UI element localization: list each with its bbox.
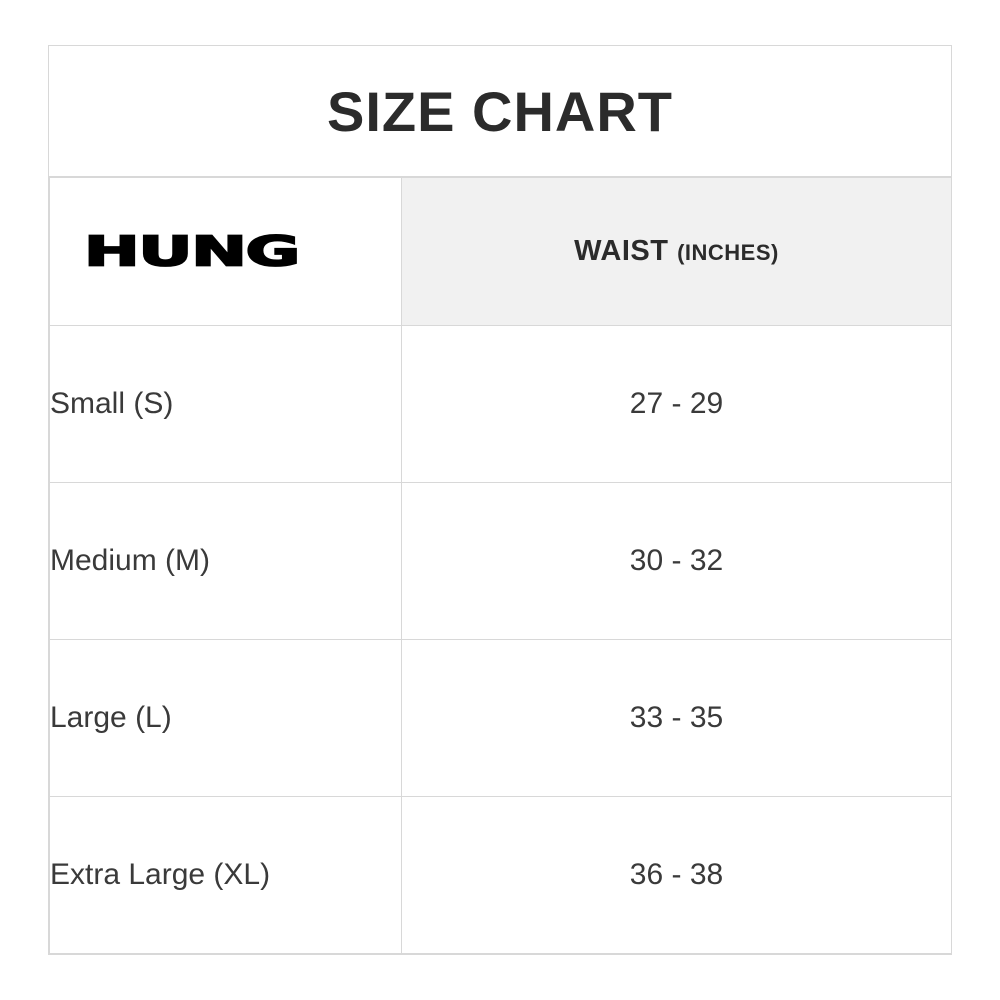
page-title: SIZE CHART	[327, 79, 673, 143]
table-header-row	[50, 178, 952, 326]
brand-logo: HUNG	[84, 228, 299, 275]
size-chart-container	[48, 45, 952, 955]
chart-title-row	[49, 46, 951, 177]
measurement-header-cell	[402, 178, 952, 326]
table-row	[50, 483, 952, 640]
waist-value: 30 - 32	[402, 483, 952, 640]
size-chart-table	[49, 177, 952, 954]
waist-value: 27 - 29	[402, 326, 952, 483]
measurement-unit-label: (INCHES)	[677, 240, 779, 265]
waist-value: 33 - 35	[402, 640, 952, 797]
brand-cell	[50, 178, 402, 326]
measurement-header-label: WAIST	[574, 235, 669, 267]
size-label: Extra Large (XL)	[50, 797, 402, 954]
table-row	[50, 797, 952, 954]
size-label: Small (S)	[50, 326, 402, 483]
size-label: Medium (M)	[50, 483, 402, 640]
waist-value: 36 - 38	[402, 797, 952, 954]
size-label: Large (L)	[50, 640, 402, 797]
table-row	[50, 640, 952, 797]
table-row	[50, 326, 952, 483]
